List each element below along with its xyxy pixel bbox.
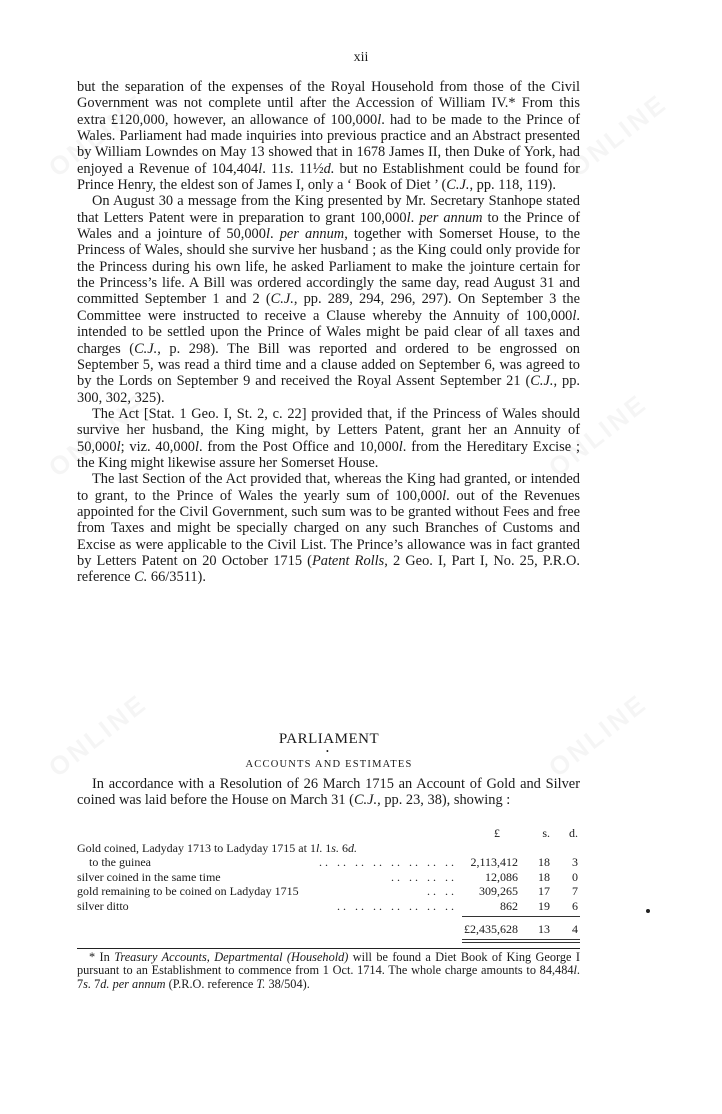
row-pence: 6: [572, 898, 578, 913]
row-shillings: 18: [538, 855, 550, 869]
total-pence: 4: [572, 922, 578, 936]
row-pence: 0: [572, 869, 578, 884]
footnote-text: * In Treasury Accounts, Departmental (Household) will be found a Diet Book of King George I pursuant to an Establishment to commence from 1 Oct. 1714. The whole charge amounts to 84,484l. 7s. 7d. per annum (P.R.O. reference T. 38/504).: [77, 950, 581, 991]
header-pence: d.: [569, 826, 578, 840]
sum-rule: [462, 916, 580, 917]
table-row: [77, 870, 580, 885]
paragraph: The Act [Stat. 1 Geo. I, St. 2, c. 22] provided that, if the Princess of Wales should survive her husband, the King might, by Letters Patent, grant her an Annuity of 50,000l; viz. 40,000l. from the Post Office and 10,000l. from the Hereditary Excise ; the King might likewise assure her Somerset House.: [77, 405, 580, 471]
total-pounds: £2,435,628: [464, 922, 518, 936]
row-pounds: 309,265: [479, 884, 518, 898]
leader-dots: .. .. .. .. .. .. ..: [337, 898, 457, 913]
speck: [646, 909, 650, 913]
table-row: [77, 841, 580, 856]
page-number: xii: [353, 50, 369, 65]
row-pence: 3: [572, 855, 578, 869]
leader-dots: .. ..: [427, 884, 457, 898]
leader-dots: .. .. .. ..: [391, 869, 457, 884]
paragraph: On August 30 a message from the King presented by Mr. Secretary Stanhope stated that Letters Patent were in preparation to grant 100,000l. per annum to the Prince of Wales and a jointure of 50,000l. per annum, together with Somerset House, to the Princess of Wales, should she survive her husband ; as the King could only provide for the Princess during his own life, he asked Parliament to make the jointure certain for the Princess’s life. A Bill was ordered accordingly the same day, read August 31 and committed September 1 and 2 (C.J., pp. 289, 294, 296, 297). On September 3 the Committee were instructed to receive a Clause whereby the Annuity of 100,000l. intended to be settled upon the Prince of Wales might be paid clear of all taxes and charges (C.J., p. 298). The Bill was reported and ordered to be engrossed on September 5, was read a third time and a clause added on September 6, was agreed to by the Lords on September 9 and received the Royal Assent September 21 (C.J., pp. 300, 302, 325).: [77, 193, 580, 406]
row-pence: 7: [572, 884, 578, 898]
leader-dots: .. .. .. .. .. .. .. ..: [319, 855, 457, 869]
footnote: [77, 951, 580, 991]
total-shillings: 13: [538, 922, 550, 936]
row-description: silver ditto: [77, 898, 129, 913]
row-pounds: 862: [500, 898, 518, 913]
header-shillings: s.: [542, 826, 550, 840]
section-title: PARLIAMENT: [278, 731, 380, 747]
row-shillings: 18: [538, 869, 550, 884]
ornament-dot: •: [326, 747, 329, 756]
footnote-rule: [77, 948, 580, 949]
double-rule: [462, 942, 580, 943]
row-shillings: 19: [538, 898, 550, 913]
row-description: silver coined in the same time: [77, 869, 221, 884]
table-header: [77, 826, 580, 841]
table-row: [77, 855, 580, 870]
double-rule: [462, 939, 580, 940]
subsection-title: ACCOUNTS AND ESTIMATES: [245, 759, 413, 770]
row-description: to the guinea: [89, 855, 151, 869]
total-row: [77, 922, 580, 937]
row-description: Gold coined, Ladyday 1713 to Ladyday 1715 at 1l. 1s. 6d.: [77, 840, 357, 855]
intro-text: In accordance with a Resolution of 26 March 1715 an Account of Gold and Silver coined was laid before the House on March 31 (C.J., pp. 23, 38), showing :: [77, 776, 580, 809]
paragraph: but the separation of the expenses of the Royal Household from those of the Civil Government was not complete until after the Accession of William IV.* From this extra £120,000, however, an allowance of 100,000l. had to be made to the Prince of Wales. Parliament had made inquiries into previous practice and an Abstract presented by William Lowndes on May 13 showed that in 1678 James II, then Duke of York, had enjoyed a Revenue of 104,404l. 11s. 11½d. but no Establishment could be found for Prince Henry, the eldest son of James I, only a ‘ Book of Diet ’ (C.J., pp. 118, 119).: [77, 79, 580, 194]
row-shillings: 17: [538, 884, 550, 898]
row-pounds: 12,086: [485, 869, 518, 884]
paragraph: The last Section of the Act provided that, whereas the King had granted, or intended to grant, to the Prince of Wales the yearly sum of 100,000l. out of the Revenues appointed for the Civil Government, such sum was to be granted without Fees and free from Taxes and might be specially charged on any such Branches of Customs and Excise as were applicable to the Civil List. The Prince’s allowance was in fact granted by Letters Patent on 20 October 1715 (Patent Rolls, 2 Geo. I, Part I, No. 25, P.R.O. reference C. 66/3511).: [77, 471, 580, 586]
row-pounds: 2,113,412: [470, 855, 518, 869]
header-pounds: £: [494, 826, 500, 840]
intro-paragraph: [77, 776, 580, 809]
row-description: gold remaining to be coined on Ladyday 1715: [77, 884, 299, 898]
table-row: [77, 899, 580, 914]
coinage-table: [77, 826, 580, 936]
table-row: [77, 884, 580, 899]
body-text: [77, 79, 580, 586]
